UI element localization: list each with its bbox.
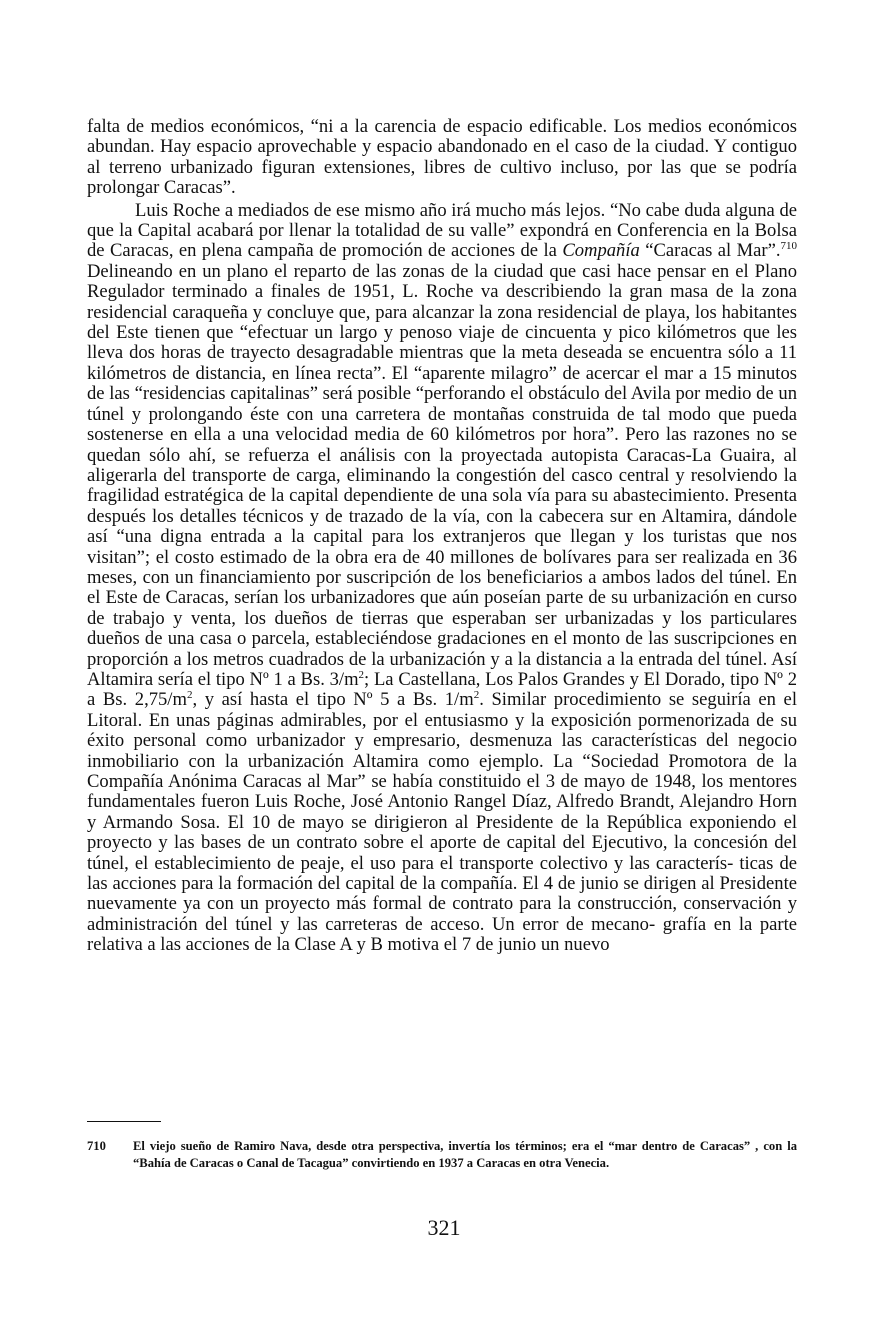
paragraph-2 <box>87 201 797 956</box>
paragraph-2-part-a: Luis Roche a mediados de ese mismo año irá mucho más lejos. “No cabe duda alguna de que la Capital acabará por llenar la totalidad de su valle” expondrá en Conferencia en la Bolsa de Caracas, en plena campaña de promoción de acciones de la <box>87 199 797 262</box>
footnote <box>87 1138 797 1172</box>
paragraph-2-part-d: ; La Castellana, Los Palos Grandes y El Dorado, tipo Nº 2 a Bs. 2,75/m <box>87 668 797 711</box>
page-number: 321 <box>427 1215 461 1240</box>
paragraph-2-part-e: , y así hasta el tipo Nº 5 a Bs. 1/m <box>192 689 474 711</box>
superscript-squared-3: 2 <box>473 689 480 702</box>
footnote-separator <box>87 1121 161 1122</box>
footnote-reference: 710 <box>780 240 798 253</box>
paragraph-2-part-c: Delineando en un plano el reparto de las zonas de la ciudad que casi hace pensar en el Plano Regulador terminado a finales de 1951, L. Roche va describiendo la gran masa de la zona residencial caraqueña y concluye que, para alcanzar la zona residencial de playa, los habitantes del Este tienen que “efectuar un largo y penoso viaje de cincuenta y pico kilómetros que les lleva dos horas de trayecto desagradable mientras que la meta deseada se encuentra sólo a 11 kilómetros de distancia, en línea recta”. El “aparente milagro” de acercar el mar a 15 minutos de las “residencias capitalinas” será posible “perforando el obstáculo del Avila por medio de un túnel y prolongando éste con una carretera de montañas construida de tal modo que pueda sostenerse en ella a una velocidad media de 60 kilómetros por hora”. Pero las razones no se quedan sólo ahí, se refuerza el análisis con la proyectada autopista Caracas-La Guaira, al aligerarla del transporte de carga, eliminando la congestión del casco central y resolviendo la fragilidad estratégica de la capital dependiente de una sola vía para su abastecimiento. Presenta después los detalles técnicos y de trazado de la vía, con la cabecera sur en Altamira, dándole así “una digna entrada a la capital para los extranjeros que llegan y los turistas que nos visitan”; el costo estimado de la obra era de 40 millones de bolívares para ser realizada en 36 meses, con un financiamiento por suscripción de los beneficiarios a ambos lados del túnel. En el Este de Caracas, serían los urbanizadores que aún poseían parte de su urbanización en curso de trabajo y venta, los dueños de tierras que esperaban ser urbanizadas y los particulares dueños de una casa o parcela, estableciéndose gradaciones en el monto de las suscripciones en proporción a los metros cuadrados de la urbanización y a la distancia a la entrada del túnel. Así Altamira sería el tipo Nº 1 a Bs. 3/m <box>87 260 797 690</box>
footnote-number: 710 <box>87 1139 106 1153</box>
superscript-squared-2: 2 <box>186 689 193 702</box>
superscript-squared-1: 2 <box>358 668 365 681</box>
company-word: Compañía <box>562 240 640 262</box>
footnote-text: El viejo sueño de Ramiro Nava, desde otra perspectiva, invertía los términos; era el “mar dentro de Caracas” , con la “Bahía de Caracas o Canal de Tacagua” convirtiendo en 1937 a Caracas en otra Venecia. <box>133 1139 797 1170</box>
paragraph-2-part-b: “Caracas al Mar”. <box>639 240 781 262</box>
paragraph-2-part-f: . Similar procedimiento se seguiría en el Litoral. En unas páginas admirables, por el entusiasmo y la exposición pormenorizada de su éxito personal como urbanizador y empresario, desmenuza las características del negocio inmobiliario con la urbanización Altamira como ejemplo. La “Sociedad Promotora de la Compañía Anónima Caracas al Mar” se había constituido el 3 de mayo de 1948, los mentores fundamentales fueron Luis Roche, José Antonio Rangel Díaz, Alfredo Brandt, Alejandro Horn y Armando Sosa. El 10 de mayo se dirigieron al Presidente de la República exponiendo el proyecto y las bases de un contrato sobre el aporte de capital del Ejecutivo, la concesión del túnel, el establecimiento de peaje, el uso para el transporte colectivo y las caracterís- ticas de las acciones para la formación del capital de la compañía. El 4 de junio se dirigen al Presidente nuevamente ya con un proyecto más formal de contrato para la construcción, conservación y administración del túnel y las carreteras de acceso. Un error de mecano- grafía en la parte relativa a las acciones de la Clase A y B motiva el 7 de junio un nuevo <box>87 689 797 956</box>
body-text <box>87 117 797 956</box>
paragraph-1: falta de medios económicos, “ni a la carencia de espacio edificable. Los medios económicos abundan. Hay espacio aprovechable y espacio abandonado en el caso de la ciudad. Y contiguo al terreno urbanizado figuran extensiones, libres de cultivo incluso, por las que se podría prolongar Caracas”. <box>87 116 797 199</box>
